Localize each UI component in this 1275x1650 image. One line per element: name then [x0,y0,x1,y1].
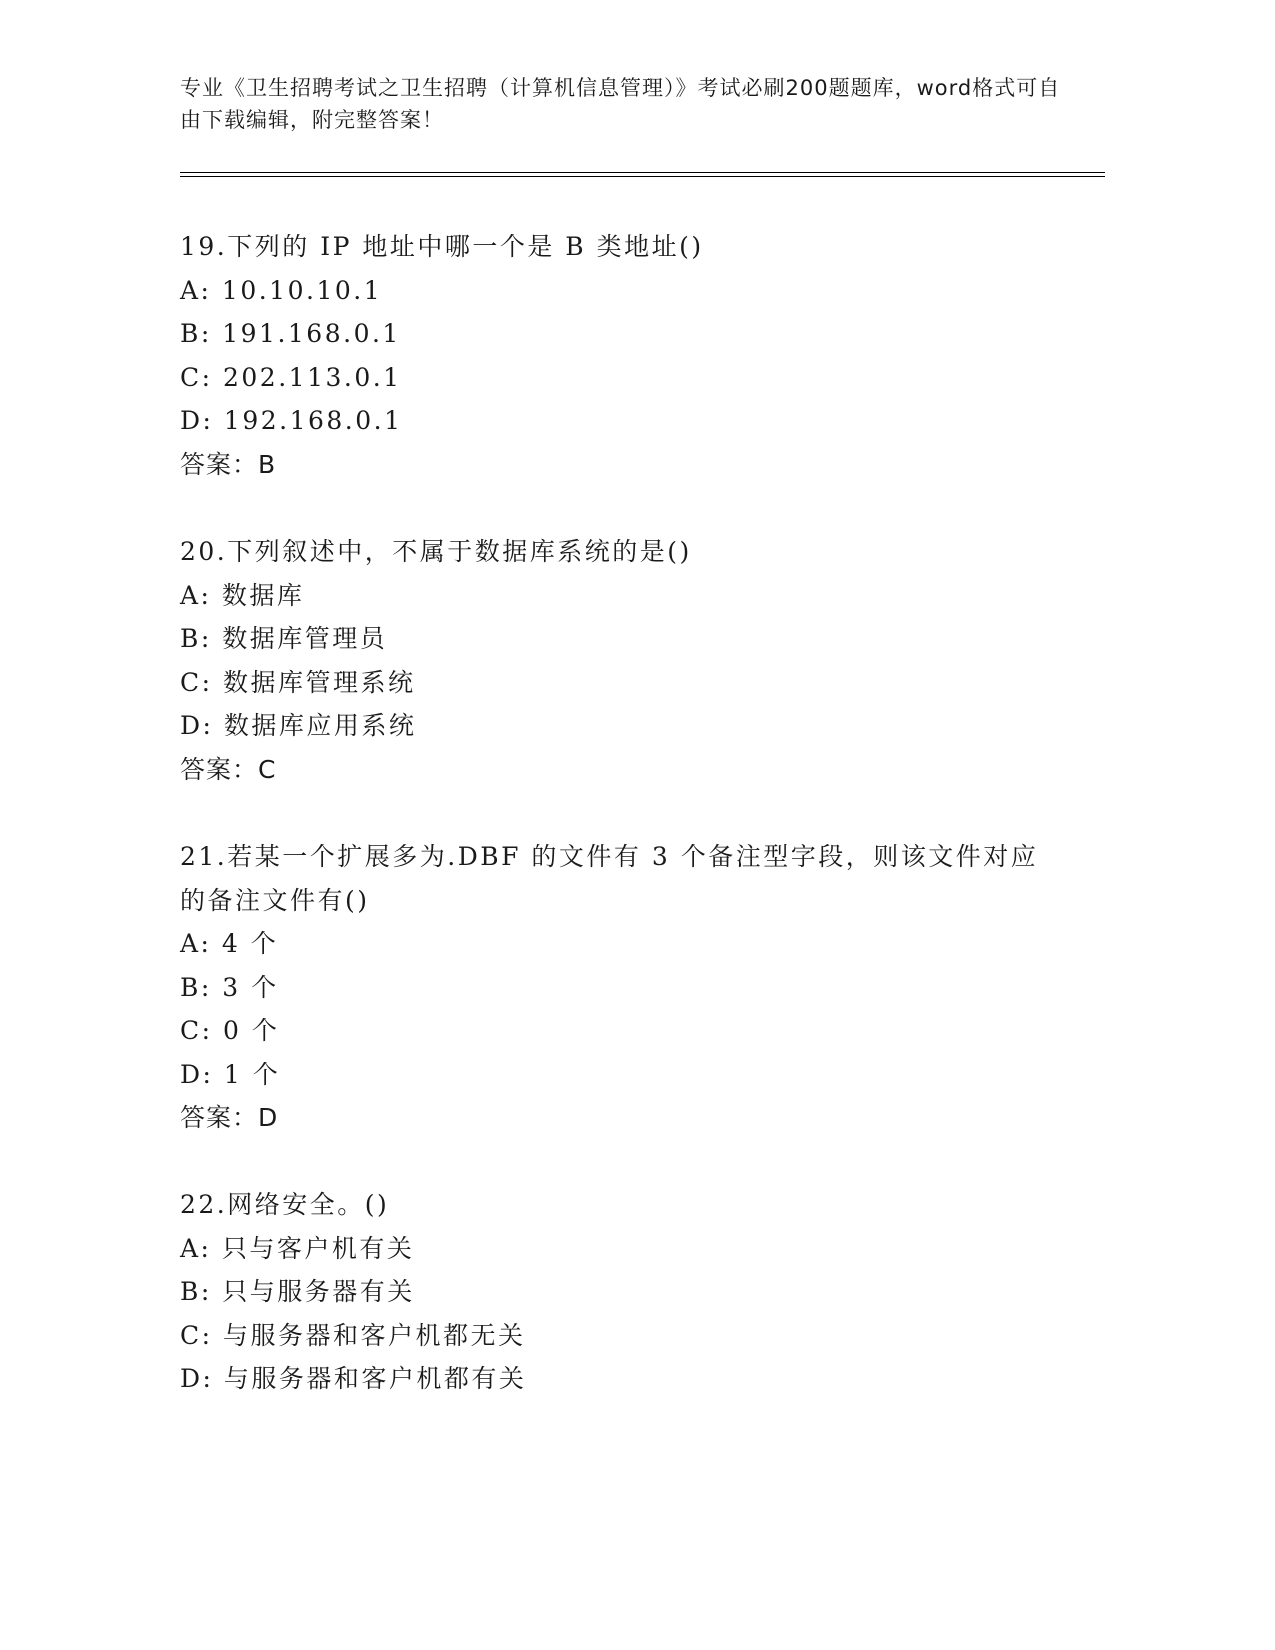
answer: 答案：D [180,1103,279,1132]
option-d: D: 数据库应用系统 [180,711,417,740]
question-stem: 20.下列叙述中，不属于数据库系统的是() [180,537,692,566]
option-a: A: 只与客户机有关 [180,1233,415,1263]
option-b: B: 191.168.0.1 [180,319,401,348]
option-c: C: 数据库管理系统 [180,667,416,697]
answer: 答案：B [180,449,277,479]
question-19 [180,225,1060,486]
question-20 [180,530,1060,791]
header-divider-top [180,172,1105,173]
question-21 [180,835,1060,1140]
header-divider-bottom [180,176,1105,177]
option-c: C: 0 个 [180,1016,280,1045]
question-stem: 19.下列的 IP 地址中哪一个是 B 类地址() [180,232,704,261]
option-c: C: 与服务器和客户机都无关 [180,1320,526,1350]
question-22 [180,1183,1060,1401]
option-d: D: 1 个 [180,1059,281,1089]
option-b: B: 数据库管理员 [180,624,388,653]
answer: 答案：C [180,754,277,784]
option-a: A: 4 个 [180,929,279,958]
option-b: B: 3 个 [180,972,279,1002]
option-c: C: 202.113.0.1 [180,362,402,392]
question-stem: 22.网络安全。() [180,1190,390,1219]
question-stem: 21.若某一个扩展多为.DBF 的文件有 3 个备注型字段，则该文件对应的备注文件有() [180,842,1039,915]
option-a: A: 10.10.10.1 [180,275,383,305]
option-d: D: 与服务器和客户机都有关 [180,1364,527,1393]
document-header: 专业《卫生招聘考试之卫生招聘（计算机信息管理）》考试必刷200题题库，word格式可自由下载编辑，附完整答案！ [180,76,1061,132]
option-d: D: 192.168.0.1 [180,406,403,435]
option-a: A: 数据库 [180,580,305,610]
option-b: B: 只与服务器有关 [180,1277,415,1306]
